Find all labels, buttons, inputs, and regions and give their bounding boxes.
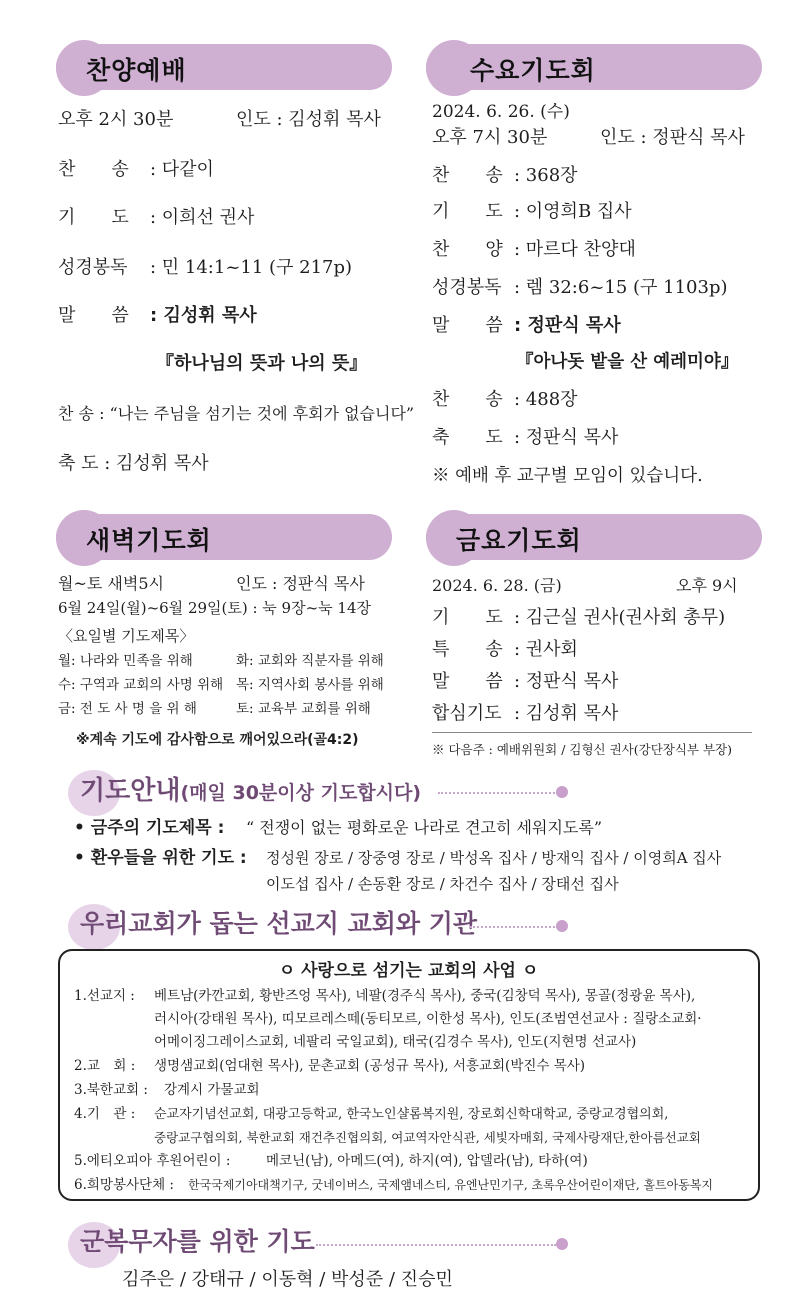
dotted-rule <box>470 926 558 928</box>
wednesday-sermon-title: 『아나돗 밭을 산 예레미야』 <box>516 352 739 372</box>
friday-time: 오후 9시 <box>676 576 738 595</box>
dot-end-decoration <box>556 1238 568 1250</box>
wednesday-time: 오후 7시 30분 <box>432 127 548 148</box>
worship-sermon-title: 『하나님의 뜻과 나의 뜻』 <box>156 353 368 374</box>
friday-row: 특 송 : 권사회 <box>432 639 578 660</box>
wednesday-leader: 인도 : 정판식 목사 <box>600 127 745 148</box>
wednesday-date: 2024. 6. 26. (수) <box>432 102 570 122</box>
mission-item-label: 5.에티오피아 후원어린이 : <box>74 1153 231 1169</box>
friday-divider <box>432 732 752 733</box>
wednesday-row: 말 씀 : 정판식 목사 <box>432 315 621 336</box>
mission-item-line: 베트남(카깐교회, 황반즈엉 목사), 네팔(경주식 목사), 중국(김창덕 목사), 몽골(정광윤 목사), <box>154 988 696 1004</box>
worship-row: 말 씀 : 김성휘 목사 <box>58 305 257 326</box>
mission-item-label: 3.북한교회 : <box>74 1082 148 1098</box>
patients-line: 이도섭 집사 / 손동환 장로 / 차건수 집사 / 장태선 집사 <box>266 875 619 893</box>
wednesday-row: 축 도 : 정판식 목사 <box>432 427 619 448</box>
mission-item-line: 어메이징그레이스교회, 네팔리 국일교회), 태국(김경수 목사), 인도(지현명 선교사) <box>154 1034 637 1050</box>
dawn-topic-right: 목: 지역사회 봉사를 위해 <box>236 677 384 693</box>
friday-next-week: ※ 다음주 : 예배위원회 / 김형신 권사(강단장식부 부장) <box>432 742 732 757</box>
wednesday-title: 수요기도회 <box>470 56 596 85</box>
dawn-topic-left: 수: 구역과 교회의 사명 위해 <box>58 677 224 693</box>
dawn-topic-left: 월: 나라와 민족을 위해 <box>58 653 193 669</box>
wednesday-header <box>426 44 762 90</box>
wednesday-row: 기 도 : 이영희B 집사 <box>432 201 632 222</box>
wednesday-row: 찬 송 : 488장 <box>432 389 578 410</box>
mission-item-line: 생명샘교회(엄대현 목사), 문촌교회 (공성규 목사), 서흥교회(박진수 목사) <box>154 1058 586 1074</box>
prayer-topic-text: “ 전쟁이 없는 평화로운 나라로 견고히 세워지도록” <box>246 818 602 837</box>
worship-title: 찬양예배 <box>86 56 187 85</box>
mission-item-line: 순교자기념선교회, 대광고등학교, 한국노인샬롬복지원, 장로회신학대학교, 중랑교경협의회, <box>154 1107 669 1122</box>
dotted-rule <box>438 792 558 794</box>
patients-label: • 환우들을 위한 기도 : <box>74 848 247 868</box>
wednesday-row: 찬 양 : 마르다 찬양대 <box>432 239 636 260</box>
worship-benediction: 축 도 : 김성휘 목사 <box>58 453 209 474</box>
mission-item-line: 러시아(강태원 목사), 띠모르레스떼(동티모르, 이한성 목사), 인도(조범연선교사 : 질랑소교회· <box>154 1011 702 1027</box>
worship-header <box>56 44 392 90</box>
friday-header <box>426 514 762 560</box>
dawn-topic-left: 금: 전 도 사 명 을 위 해 <box>58 701 197 717</box>
worship-row: 성경봉독 : 민 14:1~11 (구 217p) <box>58 257 353 278</box>
mission-item-line: 메코닌(남), 아메드(여), 하지(여), 압델라(남), 타하(여) <box>266 1153 588 1169</box>
wednesday-row: 성경봉독 : 렘 32:6~15 (구 1103p) <box>432 277 728 298</box>
worship-row: 기 도 : 이희선 권사 <box>58 207 255 228</box>
friday-date: 2024. 6. 28. (금) <box>432 576 562 595</box>
prayer-guide-header: 기도안내(매일 30분이상 기도합시다) <box>80 770 421 807</box>
worship-hymn: 찬 송 : “나는 주님을 섬기는 것에 후회가 없습니다” <box>58 404 415 423</box>
wednesday-note: ※ 예배 후 교구별 모임이 있습니다. <box>432 466 703 486</box>
mission-item-label: 6.희망봉사단체 : <box>74 1177 174 1193</box>
worship-row: 찬 송 : 다같이 <box>58 159 214 180</box>
mission-item-line: 중랑교구협의회, 북한교회 재건추진협의회, 여교역자안식관, 세빛자매회, 국제사랑재단,한아름선교회 <box>154 1130 701 1145</box>
mission-item-label: 2.교 회 : <box>74 1058 136 1074</box>
dawn-title: 새벽기도회 <box>86 526 212 555</box>
missions-box-title: ㅇ 사랑으로 섬기는 교회의 사업 ㅇ <box>278 961 539 981</box>
dot-end-decoration <box>556 786 568 798</box>
friday-row: 합심기도 : 김성휘 목사 <box>432 703 619 724</box>
dawn-time: 월~토 새벽5시 <box>58 574 164 593</box>
wednesday-row: 찬 송 : 368장 <box>432 165 578 186</box>
patients-line: 정성원 장로 / 장중영 장로 / 박성옥 집사 / 방재익 집사 / 이영희A 집사 <box>266 849 722 867</box>
friday-row: 말 씀 : 정판식 목사 <box>432 671 619 692</box>
dawn-range: 6월 24일(월)~6월 29일(토) : 눅 9장~눅 14장 <box>58 599 371 617</box>
dawn-leader: 인도 : 정판식 목사 <box>236 574 365 593</box>
worship-leader: 인도 : 김성휘 목사 <box>236 109 381 130</box>
missions-box <box>58 949 760 1201</box>
dawn-topics-title: 〈요일별 기도제목〉 <box>58 627 195 645</box>
dawn-topic-right: 화: 교회와 직분자를 위해 <box>236 653 384 669</box>
dotted-rule <box>316 1244 556 1246</box>
worship-time: 오후 2시 30분 <box>58 109 174 130</box>
mission-item-label: 4.기 관 : <box>74 1106 136 1122</box>
friday-title: 금요기도회 <box>456 526 582 555</box>
missions-header: 우리교회가 돕는 선교지 교회와 기관 <box>80 904 477 940</box>
mission-item-line: 강계시 가물교회 <box>164 1082 260 1098</box>
military-header: 군복무자를 위한 기도 <box>80 1222 315 1258</box>
dawn-verse: ※계속 기도에 감사함으로 깨어있으라(골4:2) <box>76 732 359 748</box>
mission-item-label: 1.선교지 : <box>74 988 135 1004</box>
prayer-topic-label: • 금주의 기도제목 : <box>74 818 225 838</box>
friday-row: 기 도 : 김근실 권사(권사회 총무) <box>432 607 726 628</box>
dawn-topic-right: 토: 교육부 교회를 위해 <box>236 701 371 717</box>
dawn-header <box>56 514 392 560</box>
military-names: 김주은 / 강태규 / 이동혁 / 박성준 / 진승민 <box>122 1269 453 1290</box>
mission-item-line: 한국국제기아대책기구, 굿네이버스, 국제앰네스티, 유엔난민기구, 초록우산어린이재단, 홀트아동복지 <box>188 1178 714 1192</box>
dot-end-decoration <box>556 920 568 932</box>
